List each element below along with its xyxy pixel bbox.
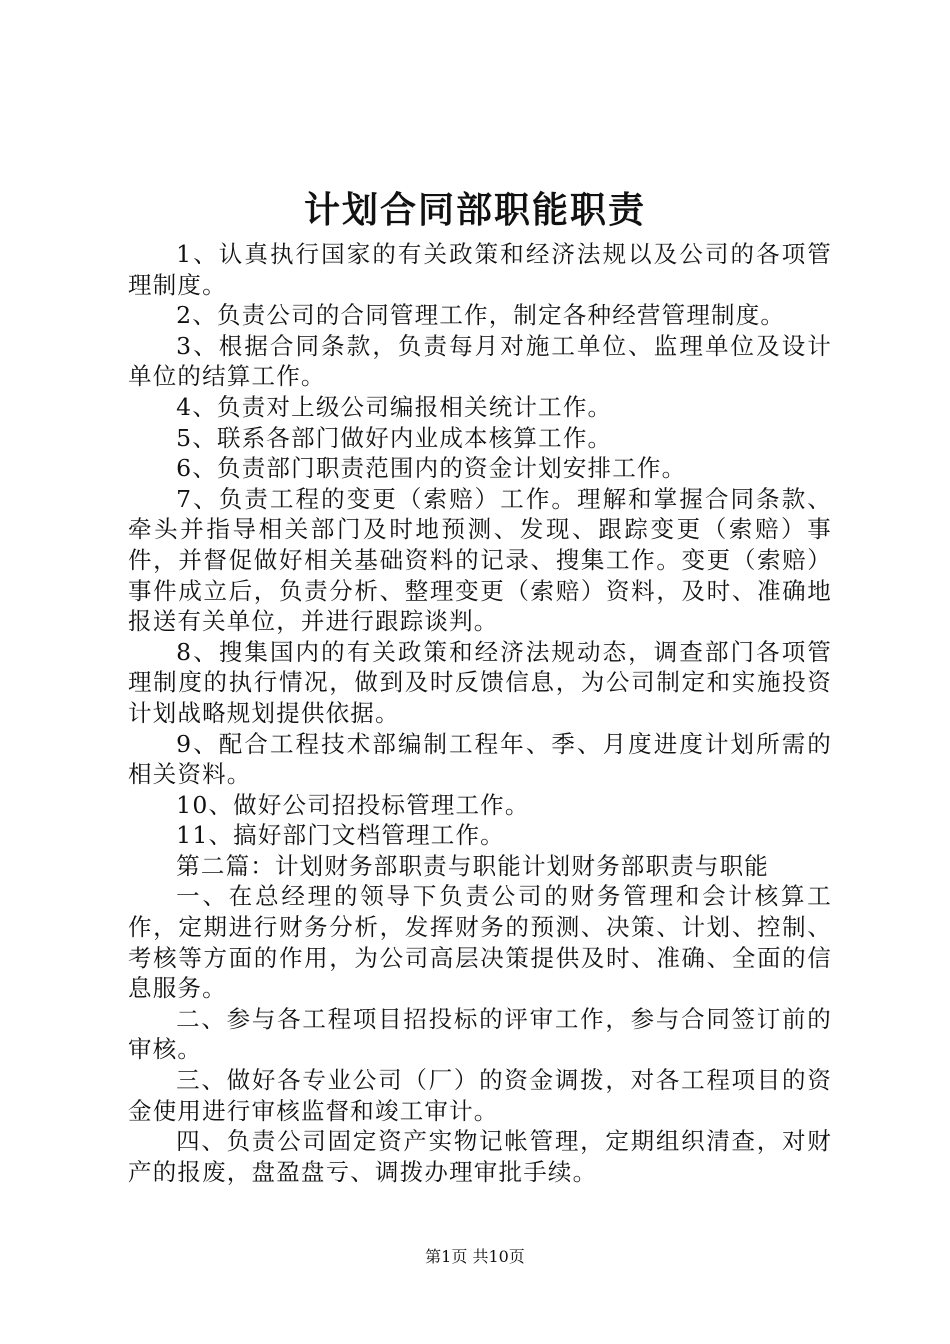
paragraph: 6、负责部门职责范围内的资金计划安排工作。 [176,454,687,483]
paragraph: 9、配合工程技术部编制工程年、季、月度进度计划所需的相关资料。 [128,729,832,789]
paragraph: 4、负责对上级公司编报相关统计工作。 [176,392,613,421]
document-title: 计划合同部职能职责 [303,189,646,231]
paragraph: 三、做好各专业公司（厂）的资金调拨，对各工程项目的资金使用进行审核监督和竣工审计。 [128,1066,832,1125]
paragraph: 二、参与各工程项目招投标的评审工作，参与合同签订前的审核。 [128,1004,832,1064]
section-heading: 第二篇：计划财务部职责与职能计划财务部职责与职能 [176,851,769,880]
paragraph: 四、负责公司固定资产实物记帐管理，定期组织清查，对财产的报废，盘盈盘亏、调拨办理审批手续。 [128,1127,832,1186]
page-footer: 第1页 共10页 [425,1247,525,1266]
paragraph: 2、负责公司的合同管理工作，制定各种经营管理制度。 [176,301,786,330]
paragraph: 10、做好公司招投标管理工作。 [176,790,530,819]
paragraph: 1、认真执行国家的有关政策和经济法规以及公司的各项管理制度。 [128,240,832,299]
paragraph: 3、根据合同条款，负责每月对施工单位、监理单位及设计单位的结算工作。 [128,331,832,391]
document-body [128,239,832,1187]
paragraph: 5、联系各部门做好内业成本核算工作。 [176,423,613,452]
paragraph: 一、在总经理的领导下负责公司的财务管理和会计核算工作，定期进行财务分析，发挥财务的预测、决策、计划、控制、考核等方面的作用，为公司高层决策提供及时、准确、全面的信息服务。 [128,882,832,1003]
paragraph: 7、负责工程的变更（索赔）工作。理解和掌握合同条款、牵头并指导相关部门及时地预测、发现、跟踪变更（索赔）事件，并督促做好相关基础资料的记录、搜集工作。变更（索赔）事件成立后，负责分析、整理变更（索赔）资料，及时、准确地报送有关单位，并进行跟踪谈判。 [128,484,832,636]
paragraph: 11、搞好部门文档管理工作。 [176,821,505,850]
paragraph: 8、搜集国内的有关政策和经济法规动态，调查部门各项管理制度的执行情况，做到及时反馈信息，为公司制定和实施投资计划战略规划提供依据。 [128,637,832,727]
